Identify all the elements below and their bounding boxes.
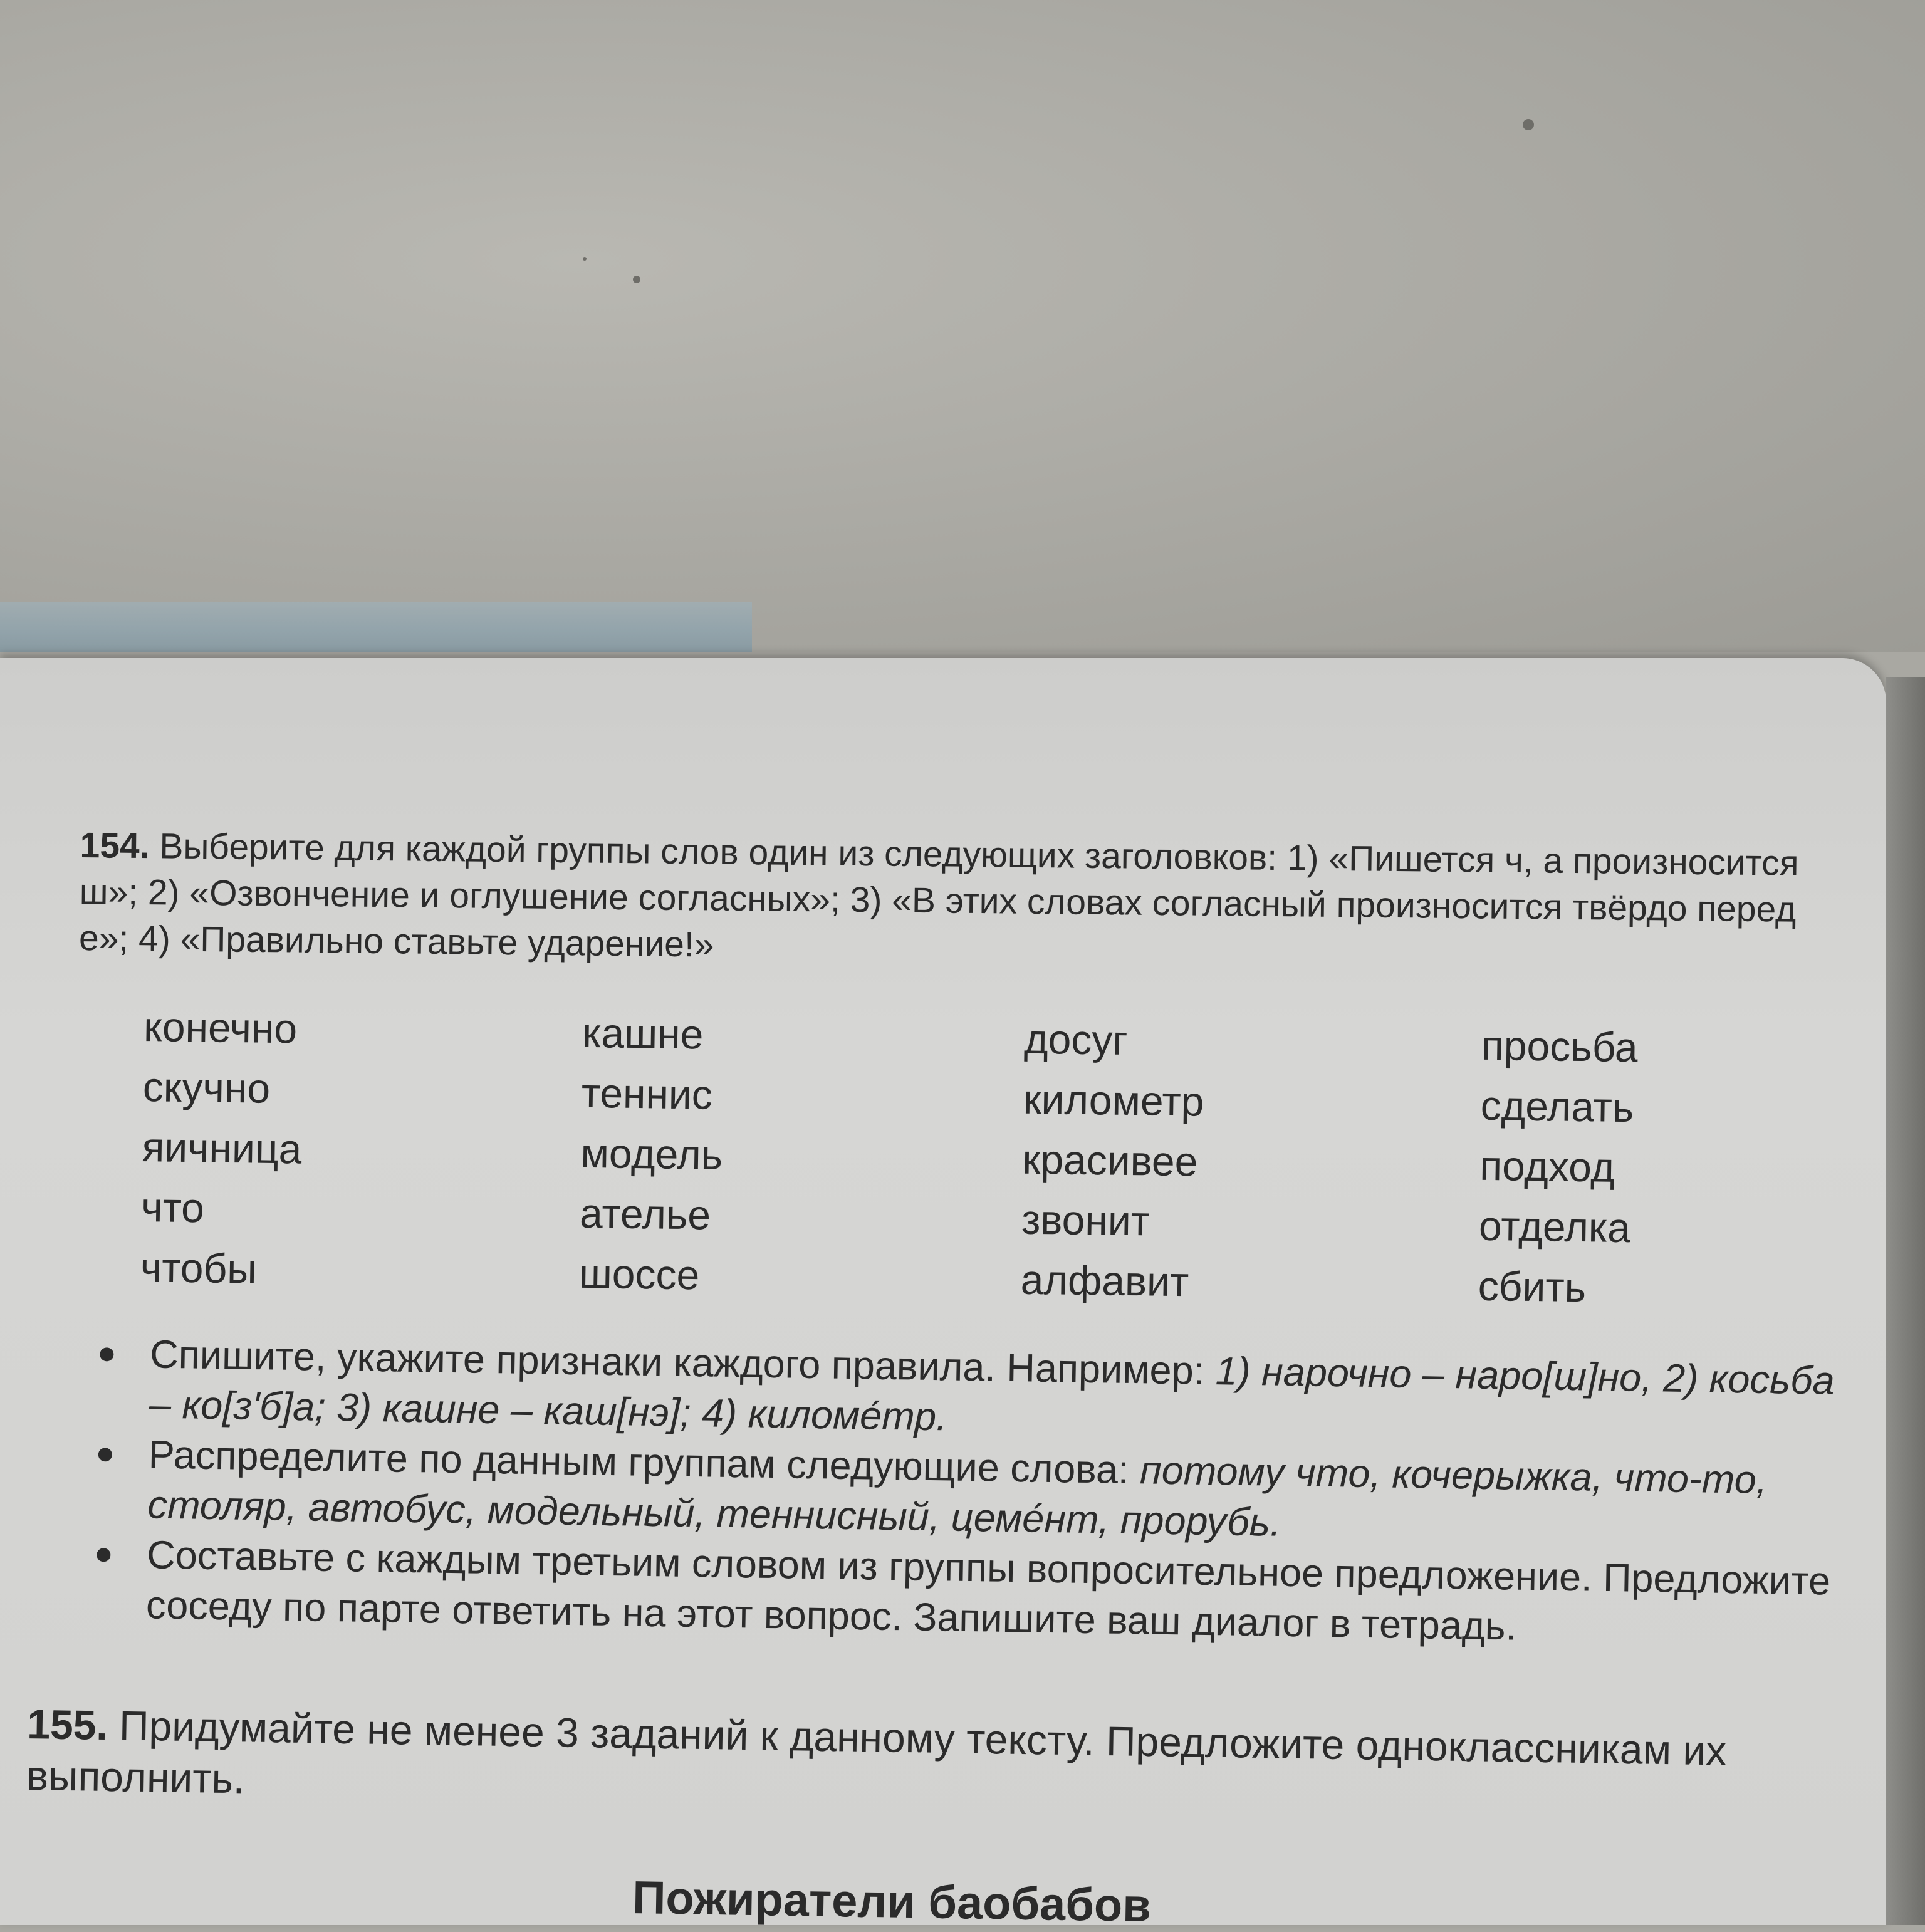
wall-speck (583, 257, 587, 261)
wall-speck (1523, 119, 1534, 130)
exercise-154-number: 154. (80, 825, 150, 867)
word-group-1 (140, 996, 304, 1300)
word-group-3 (1020, 1009, 1205, 1312)
word-item: красивее (1021, 1136, 1198, 1185)
word-item: что (140, 1183, 205, 1231)
task-bullet-example: 1) нарочно – наро[ш]но, 2) косьба – ко[з'б]а; 3) кашне – каш[нэ]; 4) киломе́тр. (149, 1349, 1835, 1439)
word-item: яичница (142, 1123, 302, 1172)
word-item: чтобы (140, 1243, 258, 1292)
word-item: модель (580, 1129, 723, 1178)
exercise-155-text: Придумайте не менее 3 заданий к данному тексту. Предложите одноклассникам их выполнить. (26, 1702, 1727, 1802)
word-item: ателье (579, 1189, 711, 1238)
task-bullet-text: Спишите, укажите признаки каждого правила. Например: (149, 1332, 1216, 1394)
word-group-4 (1478, 1015, 1638, 1318)
task-bullet-text: Составьте с каждым третьим словом из группы вопросительное предложение. Предложите соседу по парте ответить на этот вопрос. Запишите ваш диалог в тетрадь. (145, 1533, 1831, 1649)
exercise-154-heading (79, 822, 1822, 979)
word-item: сделать (1480, 1082, 1634, 1131)
word-item: досуг (1023, 1015, 1128, 1063)
bullet-dot-icon (98, 1448, 112, 1461)
word-item: подход (1479, 1142, 1615, 1191)
word-item: просьба (1481, 1021, 1639, 1071)
word-item: сбить (1478, 1262, 1587, 1311)
word-item: алфавит (1020, 1256, 1189, 1305)
bullet-dot-icon (100, 1347, 113, 1361)
word-item: шоссе (578, 1250, 700, 1298)
word-item: скучно (142, 1063, 271, 1112)
task-bullet-example: потому что, кочерыжка, что-то, столяр, автобус, модельный, теннисный, цеме́нт, прорубь. (147, 1448, 1768, 1545)
exercise-154-prompt: Выберите для каждой группы слов один из следующих заголовков: 1) «Пишется ч, а произносится ш»; 2) «Озвончение и оглушение согласных»; 3) «В этих словах согласный произносится твёрдо перед е»; 4) «Правильно ставьте ударение!» (78, 826, 1799, 965)
wall-background (0, 0, 1925, 652)
word-group-2 (578, 1003, 724, 1305)
wall-speck (633, 276, 640, 283)
task-bullet-text: Распределите по данным группам следующие слова: (148, 1433, 1140, 1493)
task-bullet-list (89, 1329, 1835, 1657)
book-page-edge (1886, 677, 1925, 1925)
desk-strip (0, 602, 752, 652)
word-item: конечно (143, 1003, 298, 1052)
bullet-dot-icon (97, 1548, 110, 1562)
word-item: звонит (1021, 1196, 1150, 1245)
story-title: Пожиратели баобабов (632, 1871, 1152, 1931)
word-item: километр (1023, 1075, 1204, 1125)
exercise-155-number: 155. (26, 1700, 108, 1749)
word-item: отделка (1478, 1202, 1631, 1251)
word-item: кашне (582, 1009, 704, 1058)
word-item: теннис (581, 1069, 713, 1118)
